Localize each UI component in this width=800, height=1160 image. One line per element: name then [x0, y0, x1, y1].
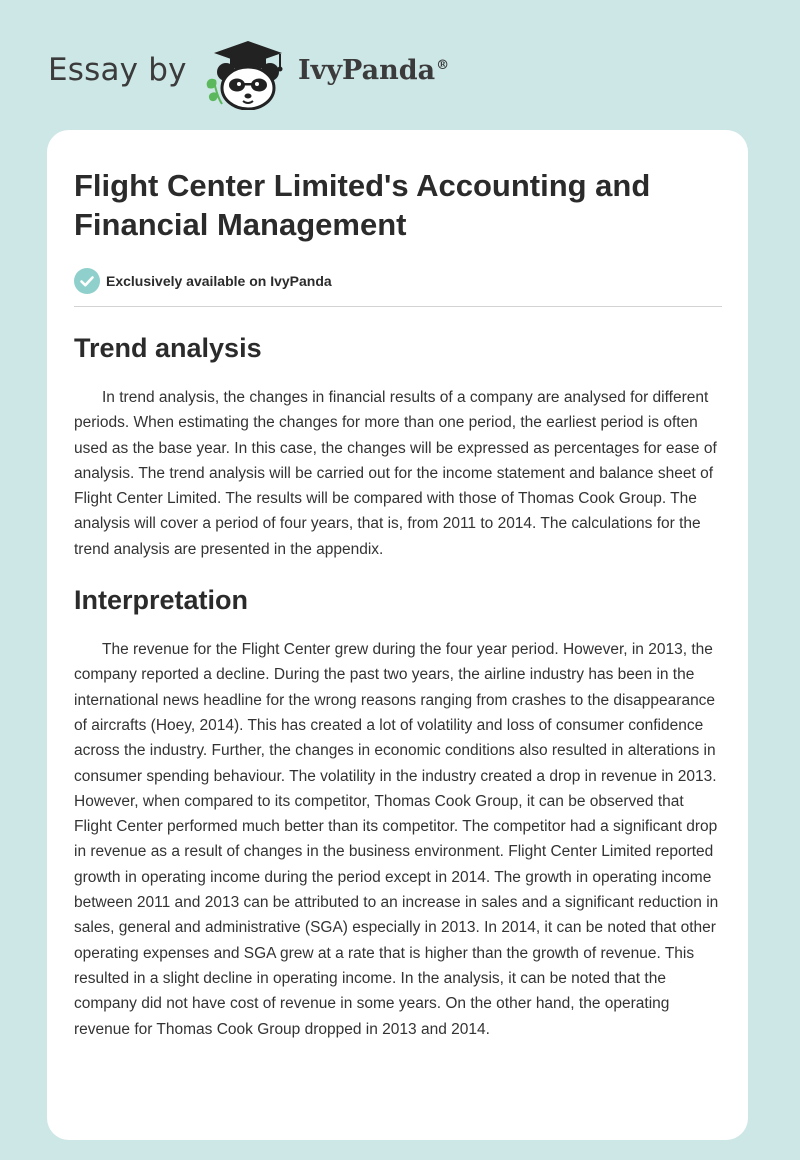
panda-graduate-icon[interactable] — [202, 38, 292, 110]
section-paragraph: In trend analysis, the changes in financial results of a company are analysed for different periods. When estimating the changes for more than one period, the earliest period is often used as the base year. In this case, the changes will be expressed as percentages for ease of analysis. The trend analysis will be carried out for the income statement and balance sheet of Flight Center Limited. The results will be compared with those of Thomas Cook Group. The analysis will cover a period of four years, that is, from 2011 to 2014. The calculations for the trend analysis are presented in the appendix. — [74, 389, 717, 558]
section-paragraph: The revenue for the Flight Center grew during the four year period. However, in 2013, the company reported a decline. During the past two years, the airline industry has been in the international news headline for the wrong reasons ranging from crashes to the disappearance of aircrafts (Hoey, 2014). This has created a lot of volatility and loss of consumer confidence across the industry. Further, the changes in economic conditions also resulted in alterations in consumer spending behaviour. The volatility in the industry created a drop in revenue in 2013. However, when compared to its competitor, Thomas Cook Group, it can be observed that Flight Center performed much better than its competitor. The competitor had a significant drop in revenue as a result of changes in the business environment. Flight Center Limited reported growth in operating income during the period except in 2014. The growth in operating income between 2011 and 2013 can be attributed to an increase in sales and a significant reduction in sales, general and administrative (SGA) especially in 2013. In 2014, it can be noted that other operating expenses and SGA grew at a rate that is higher than the growth of revenue. This resulted in a slight decline in operating income. In the analysis, it can be noted that the company did not have cost of revenue in some years. On the other hand, the operating revenue for Thomas Cook Group dropped in 2013 and 2014. — [74, 641, 719, 1038]
essay-card — [47, 130, 748, 1140]
exclusive-notice — [74, 268, 722, 294]
section-heading: Interpretation — [74, 585, 249, 616]
site-header — [48, 38, 508, 108]
exclusive-label: Exclusively available on IvyPanda — [106, 273, 332, 289]
check-circle-icon — [74, 268, 100, 294]
essay-title: Flight Center Limited's Accounting and Financial Management — [74, 168, 651, 242]
essay-by-label: Essay by — [48, 52, 187, 88]
brand-name[interactable] — [298, 55, 449, 86]
section-heading: Trend analysis — [74, 333, 262, 363]
registered-mark: ® — [436, 58, 450, 73]
section-trend-analysis — [74, 331, 722, 562]
brand-name-text: IvyPanda — [298, 55, 436, 86]
section-interpretation — [74, 583, 722, 1042]
title-divider — [74, 306, 722, 307]
